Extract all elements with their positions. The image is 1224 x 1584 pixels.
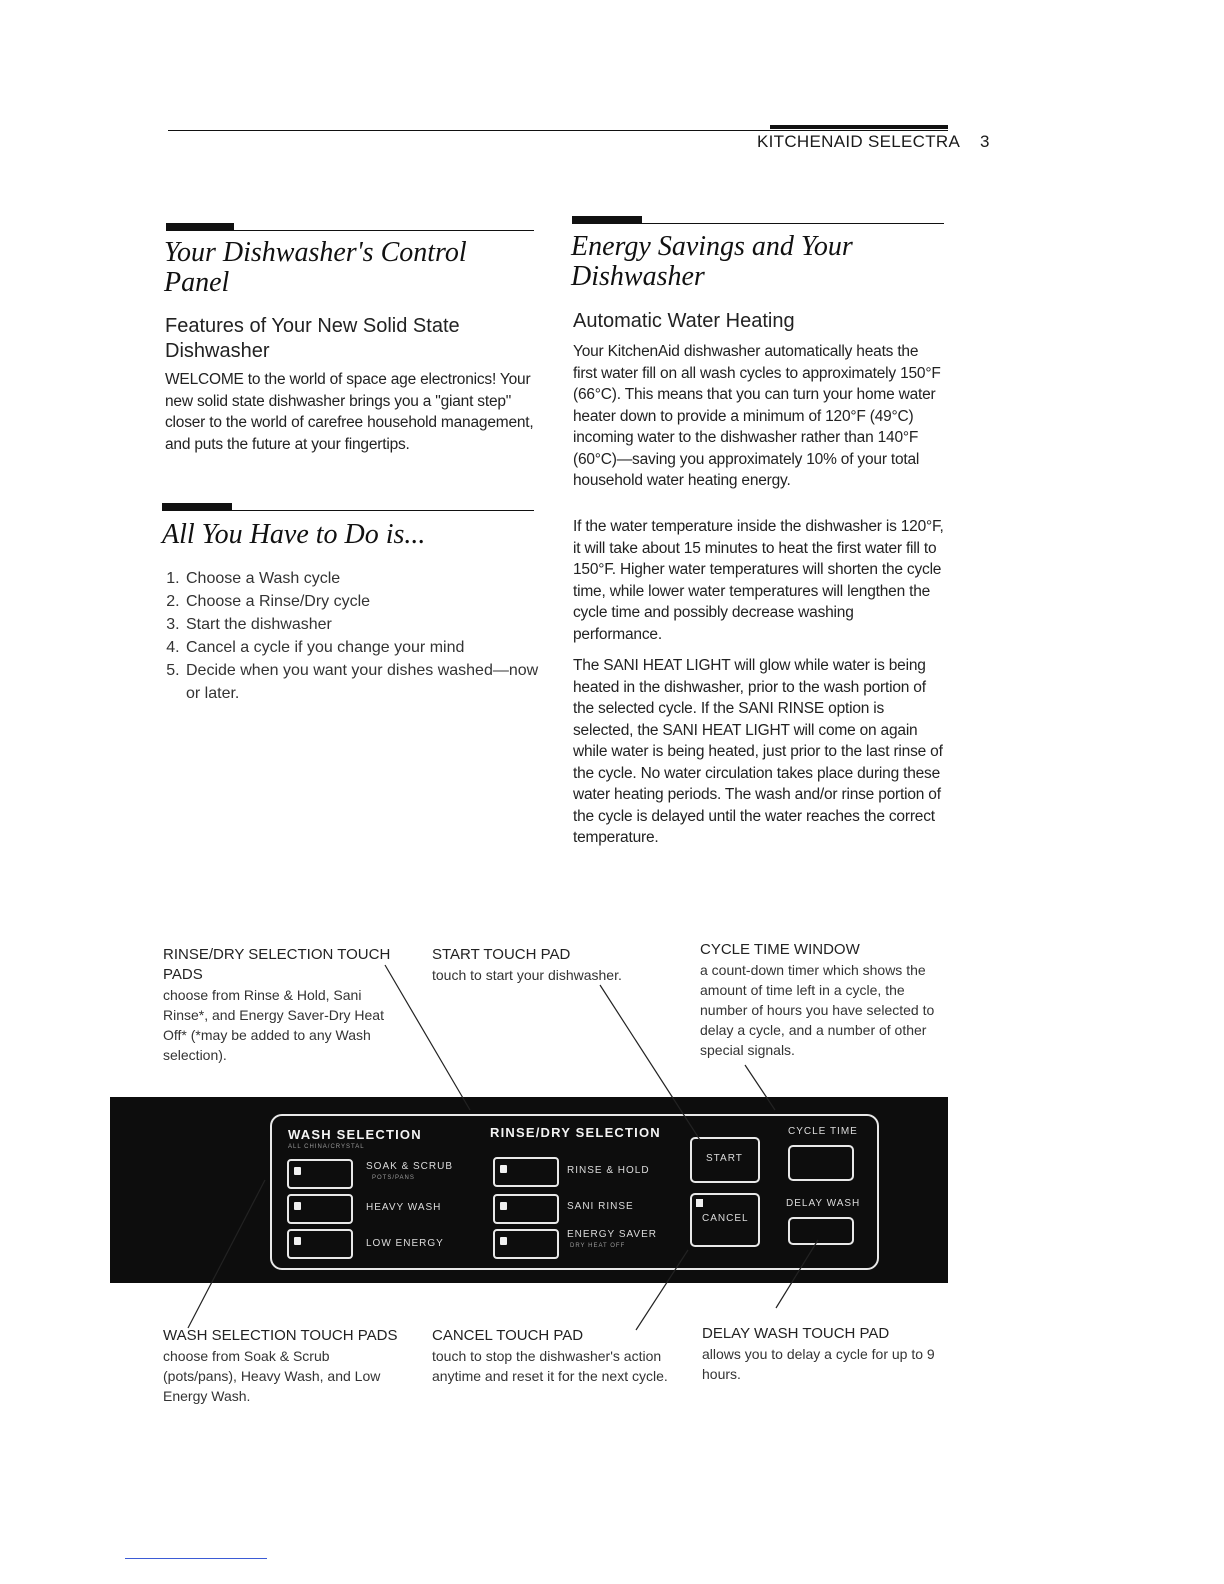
list-item: 4. Cancel a cycle if you change your mind (184, 636, 554, 659)
callout-wash-selection (163, 1326, 403, 1406)
callout-title: WASH SELECTION TOUCH PADS (163, 1327, 398, 1344)
subsection-title-water-heating: Automatic Water Heating (573, 310, 795, 332)
callout-start (432, 945, 662, 985)
section-title-control-panel: Your Dishwasher's Control Panel (164, 237, 467, 298)
low-energy-label: LOW ENERGY (366, 1238, 444, 1249)
list-item: 1. Choose a Wash cycle (184, 567, 554, 590)
sani-rinse-pad[interactable] (493, 1194, 559, 1224)
soak-scrub-sublabel: POTS/PANS (372, 1175, 415, 1181)
start-pad[interactable] (690, 1137, 760, 1183)
callout-cycle-time (700, 940, 950, 1060)
callout-text: touch to stop the dishwasher's action anytime and reset it for the next cycle. (432, 1348, 668, 1384)
indicator-light (294, 1237, 301, 1245)
rinse-hold-label: RINSE & HOLD (567, 1165, 650, 1176)
cycle-time-label: CYCLE TIME (788, 1126, 858, 1137)
energy-saver-label: ENERGY SAVER (567, 1229, 657, 1240)
sani-heat-paragraph: The SANI HEAT LIGHT will glow while water is being heated in the dishwasher, prior to the wash portion of the selected cycle. If the SANI RINSE option is selected, the SANI HEAT LIGHT will come on again while water is being heated, just prior to the last rinse of the cycle. No water circulation takes place during these water heating periods. The wash and/or rinse portion of the cycle is delayed until the water reaches the correct temperature. (573, 657, 943, 846)
section-rule (162, 510, 534, 511)
soak-scrub-label: SOAK & SCRUB (366, 1161, 454, 1172)
header-rule (168, 130, 948, 131)
subsection-title-features: Features of Your New Solid State Dishwasher (165, 315, 460, 362)
energy-saver-pad[interactable] (493, 1229, 559, 1259)
callout-text: choose from Soak & Scrub (pots/pans), Heavy Wash, and Low Energy Wash. (163, 1348, 381, 1404)
callout-title: DELAY WASH TOUCH PAD (702, 1325, 890, 1342)
energy-saver-sublabel: DRY HEAT OFF (570, 1243, 626, 1249)
callout-title: START TOUCH PAD (432, 946, 571, 963)
delay-wash-pad[interactable] (788, 1217, 854, 1245)
running-header: KITCHENAID SELECTRA (757, 132, 961, 151)
rinse-hold-pad[interactable] (493, 1157, 559, 1187)
page-number: 3 (980, 132, 990, 151)
footer-rule (125, 1558, 267, 1559)
callout-cancel (432, 1326, 682, 1386)
heavy-wash-pad[interactable] (287, 1194, 353, 1224)
list-item: 5. Decide when you want your dishes washed—now or later. (184, 659, 554, 705)
section-rule (572, 223, 944, 224)
welcome-paragraph: WELCOME to the world of space age electronics! Your new solid state dishwasher brings you a "giant step" closer to the world of carefree household management, and puts the future at your fingertips. (165, 371, 534, 453)
temperature-paragraph: If the water temperature inside the dishwasher is 120°F, it will take about 15 minutes to heat the first water fill to 150°F. Higher water temperatures will shorten the cycle time, while lower water temperatures will lengthen the cycle time and possibly decrease washing performance. (573, 518, 944, 643)
indicator-light (696, 1199, 703, 1207)
callout-text: allows you to delay a cycle for up to 9 hours. (702, 1346, 935, 1382)
start-label: START (706, 1153, 743, 1164)
header-rule-accent (770, 125, 948, 129)
water-heating-paragraph: Your KitchenAid dishwasher automatically heats the first water fill on all wash cycles to approximately 150°F (66°C). This means that you can turn your home water heater down to provide a minimum of 120°F (49°C) incoming water to the dishwasher rather than 140°F (60°C)—saving you approximately 10% of your total household water heating energy. (573, 343, 941, 489)
list-item: 2. Choose a Rinse/Dry cycle (184, 590, 554, 613)
section-title-energy-savings: Energy Savings and Your Dishwasher (571, 231, 853, 292)
cycle-time-window (788, 1145, 854, 1181)
list-item: 3. Start the dishwasher (184, 613, 554, 636)
delay-wash-label: DELAY WASH (786, 1198, 861, 1209)
indicator-light (500, 1202, 507, 1210)
steps-list (164, 567, 554, 705)
cancel-pad[interactable] (690, 1193, 760, 1247)
section-title-all-you-have-to-do: All You Have to Do is... (162, 519, 426, 550)
indicator-light (500, 1165, 507, 1173)
soak-scrub-pad[interactable] (287, 1159, 353, 1189)
callout-text: choose from Rinse & Hold, Sani Rinse*, and Energy Saver-Dry Heat Off* (*may be added to any Wash selection). (163, 987, 384, 1063)
wash-selection-heading: WASH SELECTION (288, 1127, 422, 1142)
callout-text: a count-down timer which shows the amount of time left in a cycle, the number of hours you have selected to delay a cycle, and a number of other special signals. (700, 962, 935, 1058)
wash-selection-subheading: ALL CHINA/CRYSTAL (288, 1144, 365, 1150)
callout-title: CYCLE TIME WINDOW (700, 941, 860, 958)
low-energy-pad[interactable] (287, 1229, 353, 1259)
cancel-label: CANCEL (702, 1213, 749, 1224)
rinse-dry-selection-heading: RINSE/DRY SELECTION (490, 1125, 661, 1140)
indicator-light (294, 1202, 301, 1210)
callout-delay-wash (702, 1324, 942, 1384)
sani-rinse-label: SANI RINSE (567, 1201, 634, 1212)
indicator-light (294, 1167, 301, 1175)
control-panel (110, 1097, 948, 1283)
heavy-wash-label: HEAVY WASH (366, 1202, 442, 1213)
callout-title: RINSE/DRY SELECTION TOUCH PADS (163, 946, 391, 983)
callout-title: CANCEL TOUCH PAD (432, 1327, 584, 1344)
section-rule (166, 230, 534, 231)
callout-text: touch to start your dishwasher. (432, 967, 622, 983)
callout-rinse-dry (163, 945, 403, 1065)
indicator-light (500, 1237, 507, 1245)
